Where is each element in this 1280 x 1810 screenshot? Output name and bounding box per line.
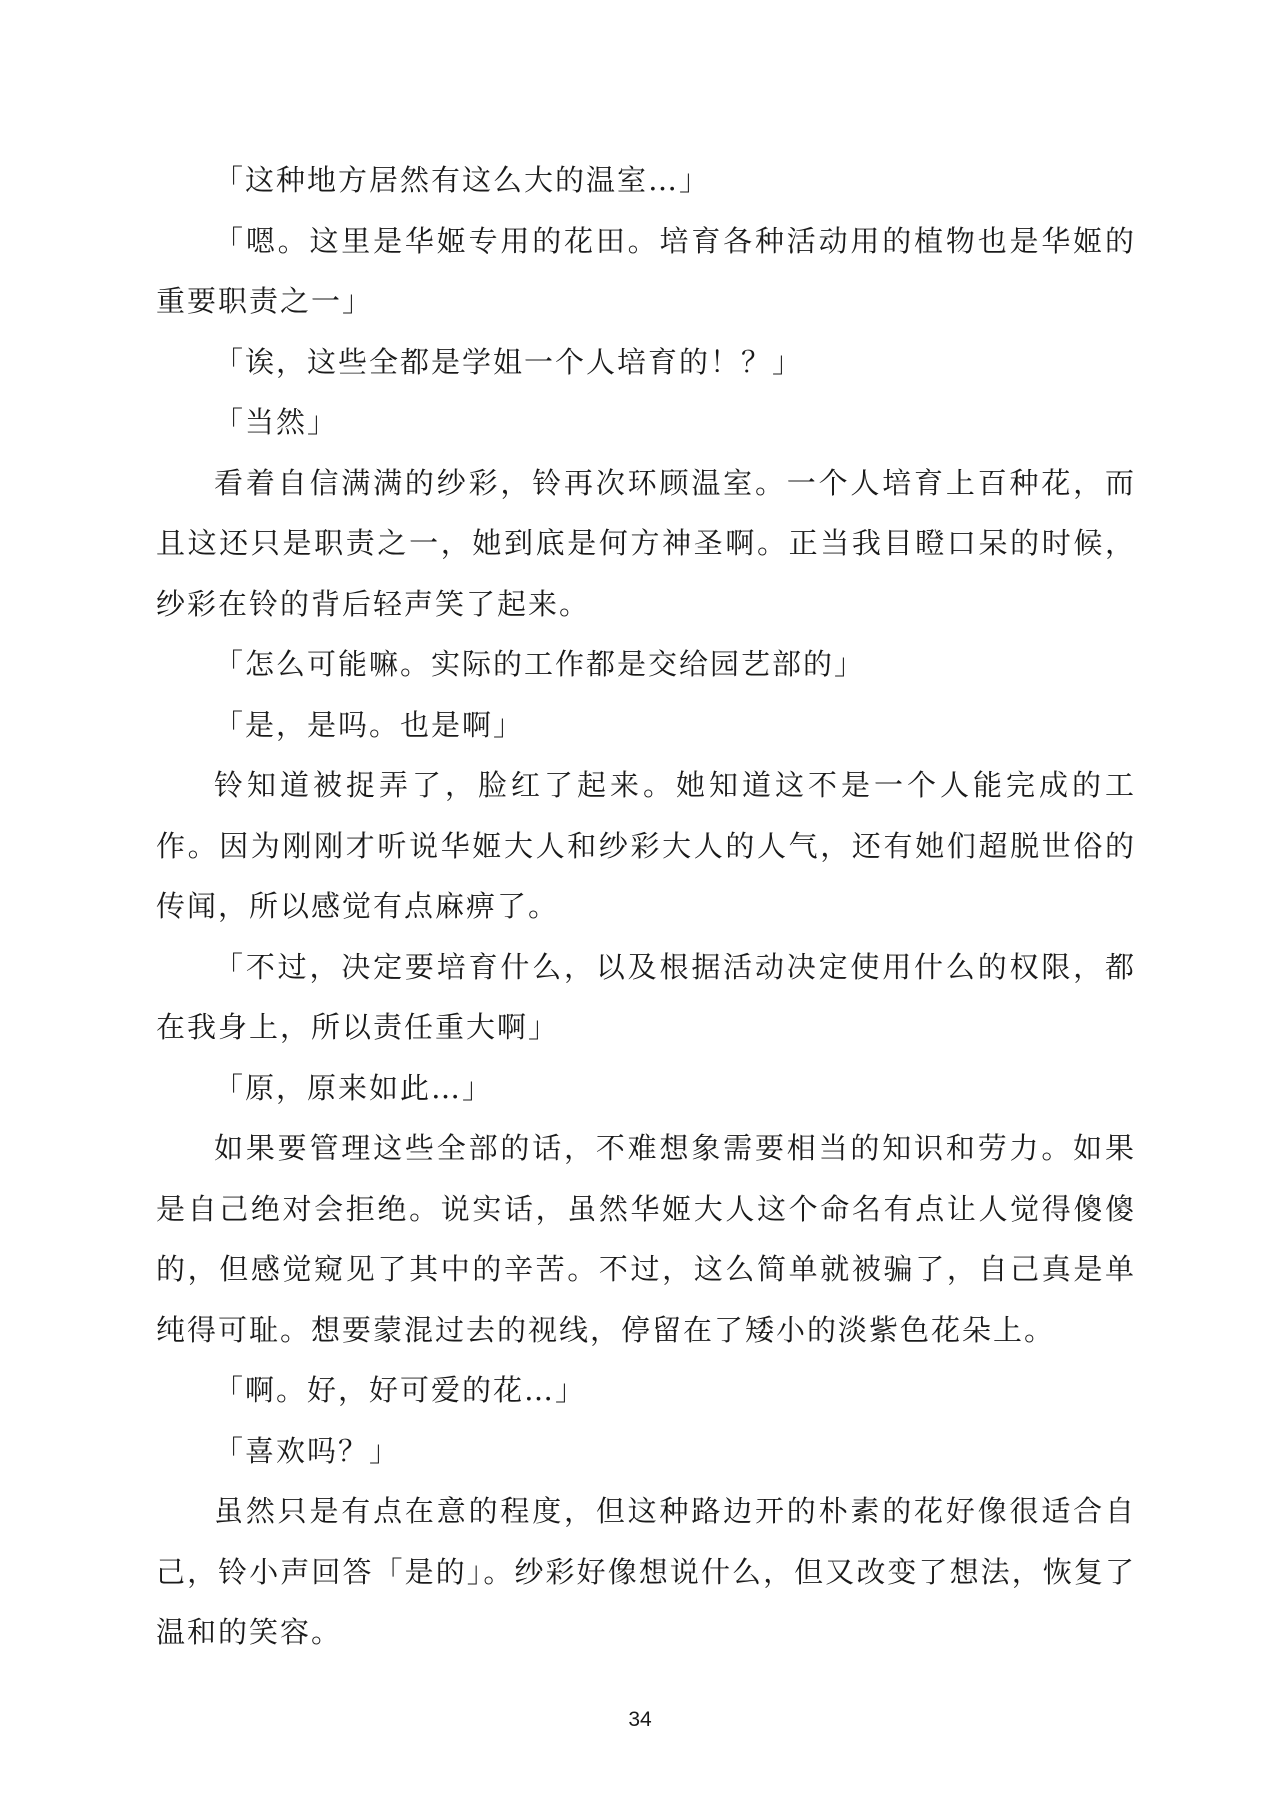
paragraph: 「怎么可能嘛。实际的工作都是交给园艺部的」 [214, 647, 866, 681]
paragraph: 「是，是吗。也是啊」 [214, 707, 525, 742]
page-number: 34 [628, 1708, 652, 1731]
paragraph: 「当然」 [214, 405, 339, 439]
paragraph: 看着自信满满的纱彩，铃再次环顾温室。一个人培育上百种花，而且这还只是职责之一，她到底是何方神圣啊。正当我目瞪口呆的时候，纱彩在铃的背后轻声笑了起来。 [156, 465, 1136, 621]
text-body [156, 150, 1136, 1663]
paragraph: 「啊。好，好可爱的花…」 [214, 1373, 587, 1407]
paragraph: 「不过，决定要培育什么，以及根据活动决定使用什么的权限，都在我身上，所以责任重大啊」 [156, 949, 1136, 1044]
paragraph: 如果要管理这些全部的话，不难想象需要相当的知识和劳力。如果是自己绝对会拒绝。说实话，虽然华姬大人这个命名有点让人觉得傻傻的，但感觉窥见了其中的辛苦。不过，这么简单就被骗了，自己真是单纯得可耻。想要蒙混过去的视线，停留在了矮小的淡紫色花朵上。 [156, 1131, 1136, 1347]
paragraph: 「嗯。这里是华姬专用的花田。培育各种活动用的植物也是华姬的重要职责之一」 [156, 223, 1136, 318]
paragraph: 虽然只是有点在意的程度，但这种路边开的朴素的花好像很适合自己，铃小声回答「是的」。纱彩好像想说什么，但又改变了想法，恢复了温和的笑容。 [156, 1494, 1136, 1649]
paragraph: 「喜欢吗？」 [214, 1433, 401, 1468]
paragraph: 「诶，这些全都是学姐一个人培育的！？」 [214, 344, 804, 379]
paragraph: 「这种地方居然有这么大的温室…」 [214, 163, 711, 197]
paragraph: 铃知道被捉弄了，脸红了起来。她知道这不是一个人能完成的工作。因为刚刚才听说华姬大人和纱彩大人的人气，还有她们超脱世俗的传闻，所以感觉有点麻痹了。 [156, 768, 1136, 923]
paragraph: 「原，原来如此…」 [214, 1070, 494, 1105]
